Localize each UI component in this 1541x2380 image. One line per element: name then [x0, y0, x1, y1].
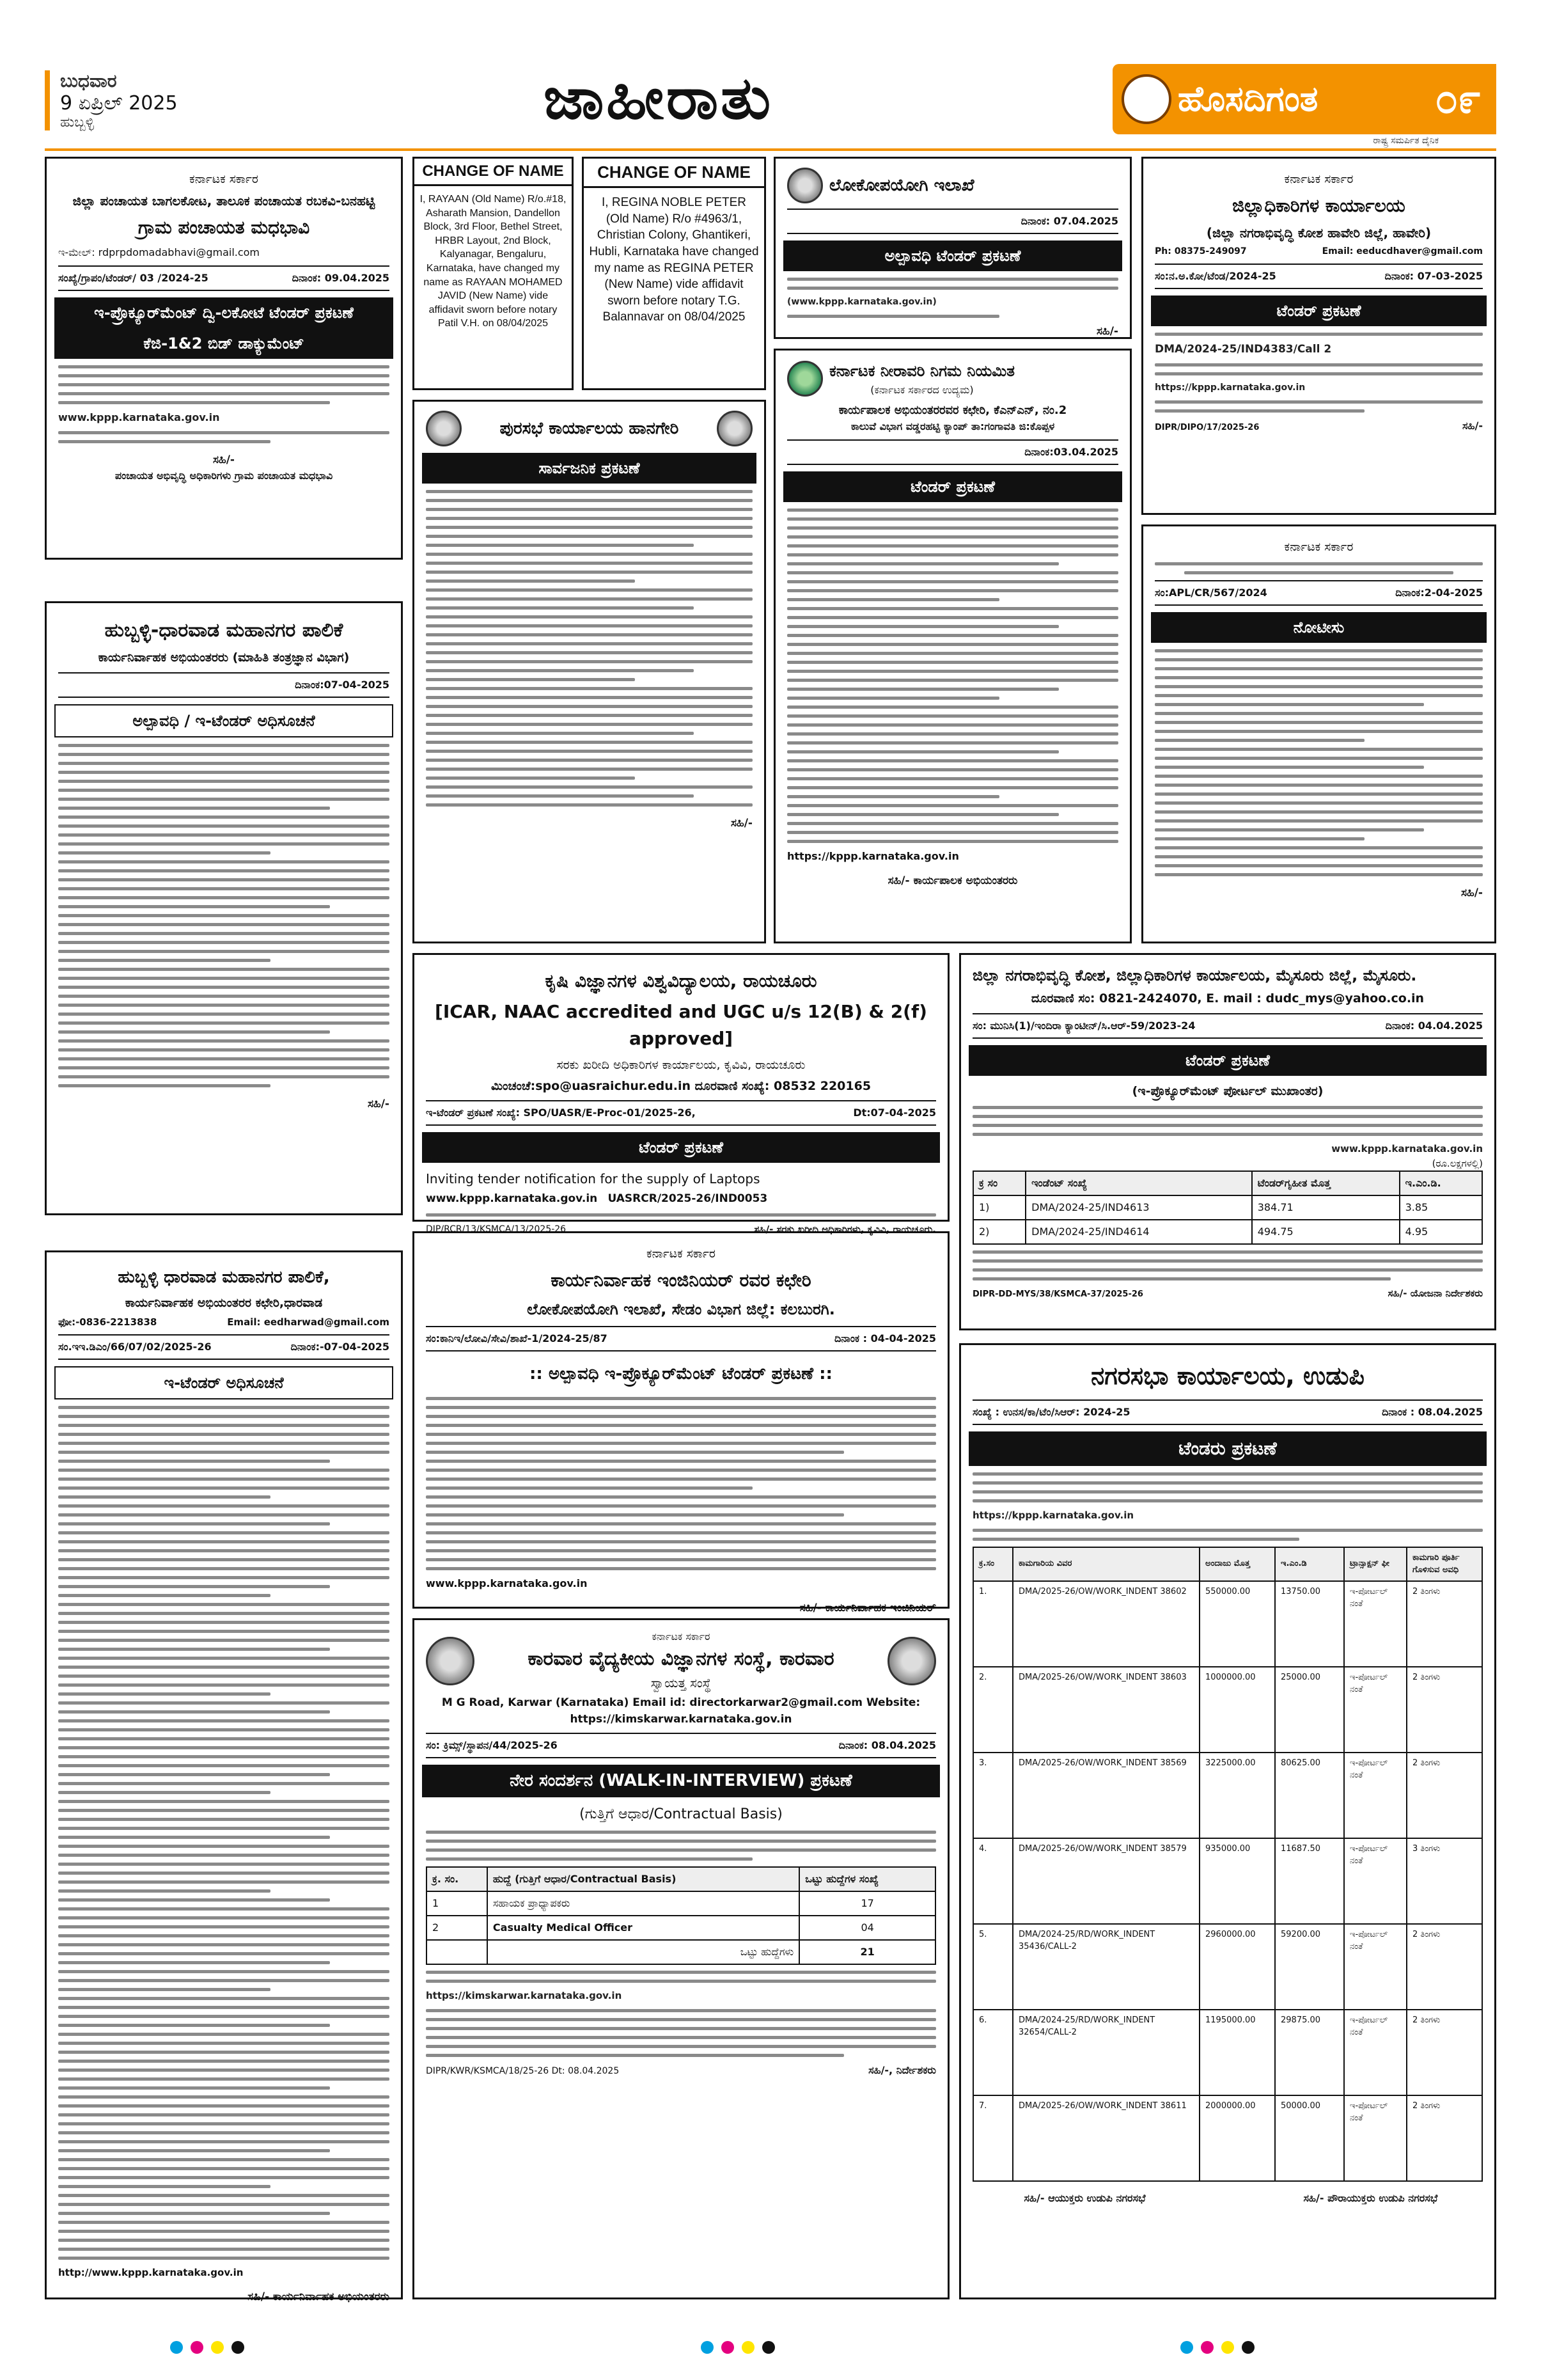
ad-body [787, 278, 1118, 318]
ad-sign: ಸಹಿ/- ಕಾರ್ಯಪಾಲಕ ಅಭಿಯಂತರರು [888, 874, 1018, 887]
govt-emblem-icon [787, 168, 823, 203]
table-cell: 3225000.00 [1200, 1753, 1275, 1838]
ad-title: ಹುಬ್ಬಳ್ಳಿ-ಧಾರವಾಡ ಮಹಾನಗರ ಪಾಲಿಕೆ [104, 619, 343, 642]
ad-ref-no: ಸಂಖ್ಯೆ : ಉನಸ/ಕಾ/ಟೆಂ/ಸಿಆರ್: 2024-25 [973, 1406, 1130, 1418]
ad-ref-no: ಸಂ:ಕಾನಿಇ/ಲೋವಿ/ಸೇವಿ/ಶಾಖೆ-1/2024-25/87 [426, 1332, 607, 1344]
table-header: ಕಾಮಗಾರಿ ಪೂರ್ತಿ ಗೊಳಿಸುವ ಅವಧಿ [1407, 1547, 1482, 1581]
sign-title: ಪಂಚಾಯತ ಅಭಿವೃದ್ಧಿ ಅಧಿಕಾರಿಗಳು ಗ್ರಾಮ ಪಂಚಾಯತ ಮಧಭಾವಿ [114, 469, 333, 482]
ad-body [973, 1472, 1483, 1541]
ad-body [1155, 649, 1483, 876]
ad-tender-id: UASRCR/2025-26/IND0053 [607, 1192, 768, 1205]
table-cell: 3.85 [1400, 1195, 1482, 1220]
brand-name: ಹೊಸದಿಗಂತ [1178, 79, 1318, 119]
ad-ref [787, 209, 1118, 234]
scheme-logo-icon [717, 411, 753, 446]
ad-body [58, 1406, 389, 2260]
ad-karwar-medical [412, 1618, 950, 2299]
table-row [973, 1667, 1482, 1753]
table-cell: 2 ತಿಂಗಳು [1407, 1581, 1482, 1667]
ad-pwd [774, 157, 1132, 339]
ad-sign: ಸಹಿ/- ಕಾರ್ಯನಿರ್ವಾಹಕ ಅಭಿಯಂತರರು [247, 2290, 389, 2303]
ad-sign: ಸಹಿ/- [368, 1097, 389, 1110]
table-cell: 1) [973, 1195, 1026, 1220]
table-cell: DMA/2024-25/RD/WORK_INDENT 35436/CALL-2 [1013, 1924, 1200, 2010]
ad-website[interactable]: https://kimskarwar.karnataka.gov.in [426, 1990, 622, 2001]
ad-gov-label: ಕರ್ನಾಟಕ ಸರ್ಕಾರ [646, 1247, 716, 1261]
page-number: ೦೯ [1435, 75, 1481, 123]
table-cell: 2 ತಿಂಗಳು [1407, 1924, 1482, 2010]
ad-band-sub: (ಗುತ್ತಿಗೆ ಆಧಾರ/Contractual Basis) [579, 1806, 783, 1822]
table-cell: 6. [973, 2010, 1013, 2095]
ad-email: ಇ-ಮೇಲ್: rdprpdomadabhavi@gmail.com [58, 246, 260, 258]
ad-ref-date: ದಿನಾಂಕ : 08.04.2025 [1382, 1406, 1483, 1418]
ad-ref-date: Dt:07-04-2025 [853, 1107, 936, 1119]
ad-title: ನಗರಸಭಾ ಕಾರ್ಯಾಲಯ, ಉಡುಪಿ [1091, 1362, 1365, 1390]
ad-band: ನೇರ ಸಂದರ್ಶನ (WALK-IN-INTERVIEW) ಪ್ರಕಟಣೆ [422, 1765, 940, 1797]
ad-ref-date: ದಿನಾಂಕ:2-04-2025 [1395, 586, 1483, 599]
table-cell: 50000.00 [1275, 2095, 1344, 2181]
ad-sign: ಸಹಿ/- [1097, 325, 1118, 338]
ad-tender-no: DMA/2024-25/IND4383/Call 2 [1155, 342, 1332, 356]
table-cell: ಇ-ಪೋರ್ಟಲ್ ನಂತೆ [1344, 2010, 1407, 2095]
ad-subtitle: ಕಾರ್ಯನಿರ್ವಾಹಕ ಅಭಿಯಂತರರ ಕಛೇರಿ,ಧಾರವಾಡ [125, 1296, 323, 1310]
ad-housing-board [1141, 524, 1496, 943]
total-value: 21 [799, 1940, 935, 1964]
ad-gp-madhabhavi [45, 157, 403, 560]
ad-body [787, 508, 1118, 843]
ad-band: ಟೆಂಡರ್ ಪ್ರಕಟಣೆ [1151, 296, 1487, 326]
ad-title: ಜಿಲ್ಲಾ ನಗರಾಭಿವೃದ್ಧಿ ಕೋಶ, ಜಿಲ್ಲಾಧಿಕಾರಿಗಳ ಕಾರ್ಯಾಲಯ, ಮೈಸೂರು ಜಿಲ್ಲೆ, ಮೈಸೂರು. [973, 966, 1417, 984]
table-cell: 550000.00 [1200, 1581, 1275, 1667]
ad-agri-university [412, 953, 950, 1235]
ad-website[interactable]: www.kppp.karnataka.gov.in [426, 1192, 598, 1205]
ad-contact: ದೂರವಾಣಿ ಸಂ: 0821-2424070, E. mail : dudc_mys@yahoo.co.in [1031, 991, 1425, 1005]
registration-dot-icon [742, 2341, 755, 2354]
registration-dot-icon [170, 2341, 183, 2354]
registration-dot-icon [1201, 2341, 1214, 2354]
ad-gov-label: ಕರ್ನಾಟಕ ಸರ್ಕಾರ [189, 172, 258, 186]
ad-ref-no: ಇ-ಟೆಂಡರ್ ಪ್ರಕಟಣೆ ಸಂಖ್ಯೆ: SPO/UASR/E-Proc-01/2025-26, [426, 1107, 696, 1119]
registration-dot-icon [211, 2341, 224, 2354]
ad-band: ನೋಟೀಸು [1151, 612, 1487, 643]
ad-band: ಇ-ಪ್ರೊಕ್ಯೂರ್‌ಮೆಂಟ್ ದ್ವಿ-ಲಕೋಟೆ ಟೆಂಡರ್ ಪ್ರಕಟಣೆ [54, 297, 393, 328]
ad-website[interactable]: https://kppp.karnataka.gov.in [973, 1509, 1134, 1521]
ad-band: ಟೆಂಡರ್ ಪ್ರಕಟಣೆ [783, 471, 1122, 502]
ad-contact: ಮಿಂಚಂಚೆ:spo@uasraichur.edu.in ದೂರವಾಣಿ ಸಂಖ್ಯೆ: 08532 220165 [490, 1078, 872, 1093]
table-header: ಕ್ರ.ಸಂ [973, 1547, 1013, 1581]
table-cell: Casualty Medical Officer [487, 1916, 799, 1940]
ad-subtitle: ಗ್ರಾಮ ಪಂಚಾಯತ ಮಧಭಾವಿ [137, 216, 310, 238]
ad-title: ಜಿಲ್ಲಾ ಪಂಚಾಯತ ಬಾಗಲಕೋಟ, ತಾಲೂಕ ಪಂಚಾಯತ ರಬಕವಿ-ಬನಹಟ್ಟಿ [72, 193, 375, 209]
ad-band: ಸಾರ್ವಜನಿಕ ಪ್ರಕಟಣೆ [422, 453, 756, 484]
ad-ref-no: ಸಂ:ನ.ಅ.ಕೋ/ಟೆಂಡ/2024-25 [1155, 269, 1276, 282]
table-total-row [426, 1940, 935, 1964]
ad-text: I, REGINA NOBLE PETER (Old Name) R/o #4963/1, Christian Colony, Ghantikeri, Hubli, Karnataka have changed my name as REGINA PETER (New Name) vide affidavit sworn before notary T.G. Balannavar on 08/04/2025 [589, 196, 759, 324]
ad-phone: Ph: 08375-249097 [1155, 246, 1247, 256]
table-cell: 2 [426, 1916, 487, 1940]
ad-band: ಅಲ್ಪಾವಧಿ ಟೆಂಡರ್ ಪ್ರಕಟಣೆ [783, 240, 1122, 271]
table-header: ಕಾಮಗಾರಿಯ ವಿವರ [1013, 1547, 1200, 1581]
ad-sign: ಸಹಿ/- [731, 817, 753, 830]
table-cell: 2 ತಿಂಗಳು [1407, 1753, 1482, 1838]
ad-body [58, 744, 389, 1087]
ad-text: I, RAYAAN (Old Name) R/o.#18, Asharath Mansion, Dandellon Block, 3rd Floor, Bethel Street, HRBR Layout, 2nd Block, Kalyanagar, Bengaluru, Karnataka, have changed my name as RAYAAN MOHAMED JAVID (New Name) vide affidavit sworn before notary Patil V.H. on 08/04/2025 [419, 194, 567, 329]
ad-ref-date: ದಿನಾಂಕ: 08.04.2025 [838, 1739, 936, 1751]
ad-ref [58, 265, 389, 291]
ad-ref-date: ದಿನಾಂಕ:03.04.2025 [1024, 446, 1118, 458]
table-cell: ಇ-ಪೋರ್ಟಲ್ ನಂತೆ [1344, 1753, 1407, 1838]
ad-ref-no: ಸಂಖ್ಯೆ/ಗ್ರಾಪಂ/ಟೆಂಡರ್/ 03 /2024-25 [58, 271, 208, 284]
ad-ref-date: ದಿನಾಂಕ: 04.04.2025 [1385, 1019, 1483, 1032]
table-header: ಕ್ರ. ಸಂ. [426, 1867, 487, 1891]
ad-sign: ಸಹಿ/- [1461, 886, 1483, 899]
table-cell: 3. [973, 1753, 1013, 1838]
registration-dot-icon [191, 2341, 203, 2354]
ad-footer: DIPR/DIPO/17/2025-26 [1155, 422, 1260, 432]
ad-subtitle: ಲೋಕೋಪಯೋಗಿ ಇಲಾಖೆ, ಸೇಡಂ ವಿಭಾಗ ಜಿಲ್ಲೆ: ಕಲಬುರಗಿ. [527, 1300, 835, 1318]
ad-title: ಲೋಕೋಪಯೋಗಿ ಇಲಾಖೆ [829, 175, 974, 195]
ad-band: ಅಲ್ಪಾವಧಿ / ಇ-ಟೆಂಡರ್ ಅಧಿಸೂಚನೆ [54, 704, 393, 737]
ad-subtitle: ಕಾರ್ಯನಿರ್ವಾಹಕ ಅಭಿಯಂತರರು (ಮಾಹಿತಿ ತಂತ್ರಜ್ಞಾನ ವಿಭಾಗ) [98, 650, 350, 665]
ad-sign-right: ಸಹಿ/- ಪೌರಾಯುಕ್ತರು ಉಡುಪಿ ನಗರಸಭೆ [1303, 2191, 1438, 2204]
ad-sign: ಸಹಿ/- [1462, 420, 1483, 432]
table-cell: 1195000.00 [1200, 2010, 1275, 2095]
ad-office-2: ಕಾಲುವೆ ವಿಭಾಗ ವಡ್ಡರಹಟ್ಟಿ ಕ್ಯಾಂಪ್ ತಾ:ಗಂಗಾವತಿ ಜಿ:ಕೊಪ್ಪಳ [850, 420, 1055, 432]
ad-ref-no: ಸಂ: ಕ್ರಿಮ್ಸ್/ಸ್ಥಾಪನ/44/2025-26 [426, 1739, 558, 1751]
ad-office: ಸರಕು ಖರೀದಿ ಅಧಿಕಾರಿಗಳ ಕಾರ್ಯಾಲಯ, ಕೃವಿವಿ, ರಾಯಚೂರು [556, 1058, 806, 1072]
table-cell: 935000.00 [1200, 1838, 1275, 1924]
table-cell: 2. [973, 1667, 1013, 1753]
ad-website[interactable]: https://kppp.karnataka.gov.in [787, 850, 959, 862]
table-row [426, 1891, 935, 1916]
table-cell: ಇ-ಪೋರ್ಟಲ್ ನಂತೆ [1344, 1838, 1407, 1924]
registration-dot-icon [762, 2341, 775, 2354]
table-cell: DMA/2024-25/RD/WORK_INDENT 32654/CALL-2 [1013, 2010, 1200, 2095]
date-label: 9 ಏಪ್ರಿಲ್ 2025 [60, 92, 178, 114]
ad-body [1155, 333, 1483, 413]
table-cell: 4.95 [1400, 1220, 1482, 1244]
ad-band: ಇ-ಟೆಂಡರ್ ಅಧಿಸೂಚನೆ [54, 1366, 393, 1399]
ad-website[interactable]: (www.kppp.karnataka.gov.in) [787, 297, 937, 307]
ad-body [973, 1106, 1483, 1156]
table-cell: DMA/2025-26/OW/WORK_INDENT 38569 [1013, 1753, 1200, 1838]
ad-website[interactable]: www.kppp.karnataka.gov.in [1331, 1143, 1483, 1155]
sign-name: ಸಹಿ/- [213, 453, 235, 466]
ad-website[interactable]: https://kppp.karnataka.gov.in [1155, 382, 1306, 393]
ad-band: ಟೆಂಡರು ಪ್ರಕಟಣೆ [969, 1431, 1487, 1466]
ad-website[interactable]: www.kppp.karnataka.gov.in [426, 1577, 588, 1589]
table-header: ಇಂಡೆಂಟ್ ಸಂಖ್ಯೆ [1026, 1171, 1252, 1195]
table-row [973, 1838, 1482, 1924]
ad-band: ಟೆಂಡರ್ ಪ್ರಕಟಣೆ [422, 1132, 940, 1163]
table-cell: 7. [973, 2095, 1013, 2181]
seal-icon [426, 411, 462, 446]
table-row [973, 2010, 1482, 2095]
table-cell: DMA/2025-26/OW/WORK_INDENT 38611 [1013, 2095, 1200, 2181]
table-cell: 2 ತಿಂಗಳು [1407, 2095, 1482, 2181]
table-row [973, 2095, 1482, 2181]
ad-ref-date: ದಿನಾಂಕ:-07-04-2025 [290, 1341, 389, 1353]
ad-ref [426, 1733, 936, 1758]
ad-ref [58, 1334, 389, 1360]
table-row [973, 1924, 1482, 2010]
ad-title: ಕಾರ್ಯನಿರ್ವಾಹಕ ಇಂಜಿನಿಯರ್ ರವರ ಕಛೇರಿ [551, 1269, 811, 1291]
ad-subtitle: (ಜಿಲ್ಲಾ ನಗರಾಭಿವೃದ್ಧಿ ಕೋಶ ಹಾವೇರಿ ಜಿಲ್ಲೆ, ಹಾವೇರಿ) [1206, 225, 1432, 240]
ad-change-of-name-2 [582, 157, 766, 390]
table-cell: DMA/2025-26/OW/WORK_INDENT 38579 [1013, 1838, 1200, 1924]
govt-emblem-icon [426, 1637, 474, 1685]
table-header: ಟ್ರಾನ್ಸಾಕ್ಷನ್ ಫೀ [1344, 1547, 1407, 1581]
table-header: ಒಟ್ಟು ಹುದ್ದೆಗಳ ಸಂಖ್ಯೆ [799, 1867, 935, 1891]
ad-title: ಕಾರವಾರ ವೈದ್ಯಕೀಯ ವಿಜ್ಞಾನಗಳ ಸಂಸ್ಥೆ, ಕಾರವಾರ [528, 1648, 834, 1670]
table-header-row [426, 1867, 935, 1891]
brand-tagline: ರಾಷ್ಟ್ರ ಸಮರ್ಪಿತ ದೈನಿಕ [1373, 136, 1439, 146]
table-row [973, 1753, 1482, 1838]
table-row [973, 1581, 1482, 1667]
ad-ref-no: ಸಂ: ಮುನಿಸಿ(1)/ಇಂದಿರಾ ಕ್ಯಾಂಟೀನ್/ಸಿ.ಆರ್-59/2023-24 [973, 1019, 1196, 1032]
ad-heading: CHANGE OF NAME [414, 159, 572, 186]
ad-band: :: ಅಲ್ಪಾವಧಿ ಇ-ಪ್ರೊಕ್ಯೂರ್‌ಮೆಂಟ್ ಟೆಂಡರ್ ಪ್ರಕಟಣೆ :: [422, 1358, 940, 1391]
ad-ref-date: ದಿನಾಂಕ:07-04-2025 [295, 678, 389, 691]
table-cell: 1. [973, 1581, 1013, 1667]
ad-ref-date: ದಿನಾಂಕ: 07.04.2025 [1021, 215, 1118, 227]
table-cell: 25000.00 [1275, 1667, 1344, 1753]
table-cell: 494.75 [1252, 1220, 1400, 1244]
table-row [973, 1220, 1482, 1244]
registration-dot-icon [1180, 2341, 1193, 2354]
ad-subtitle: (ಕರ್ನಾಟಕ ಸರ್ಕಾರದ ಉದ್ಯಮ) [870, 384, 974, 396]
table-cell: 2 ತಿಂಗಳು [1407, 1667, 1482, 1753]
ad-ref-date: ದಿನಾಂಕ: 07-03-2025 [1384, 269, 1483, 282]
table-header: ಅಂದಾಜು ಮೊತ್ತ [1200, 1547, 1275, 1581]
date-block [45, 70, 178, 130]
table-cell: 29875.00 [1275, 2010, 1344, 2095]
table-cell: 2960000.00 [1200, 1924, 1275, 2010]
ad-sign-left: ಸಹಿ/- ಆಯುಕ್ತರು ಉಡುಪಿ ನಗರಸಭೆ [1024, 2191, 1146, 2204]
table-header: ಟೆಂಡರ್‌ಗೃಹೀತ ಮೊತ್ತ [1252, 1171, 1400, 1195]
ad-body [426, 1831, 936, 1861]
ad-change-of-name-1 [412, 157, 574, 390]
table-cell: DMA/2024-25/IND4614 [1026, 1220, 1252, 1244]
ad-office: ಕಾರ್ಯಪಾಲಕ ಅಭಿಯಂತರರವರ ಕಛೇರಿ, ಕೆಎನ್‌ಎನ್, ನಂ.2 [838, 404, 1067, 417]
table-cell: 5. [973, 1924, 1013, 2010]
table-header-row [973, 1547, 1482, 1581]
registration-dot-icon [1221, 2341, 1234, 2354]
ad-pwd-kalaburagi [412, 1231, 950, 1614]
ad-ref-no: ಸಂ:APL/CR/567/2024 [1155, 586, 1267, 599]
ad-title: ಹುಬ್ಬಳ್ಳಿ ಧಾರವಾಡ ಮಹಾನಗರ ಪಾಲಿಕೆ, [118, 1268, 330, 1287]
works-table [973, 1547, 1483, 2182]
table-header: ಇ.ಎಂ.ಡಿ [1275, 1547, 1344, 1581]
ad-subtitle: ಸ್ವಾಯತ್ತ ಸಂಸ್ಥೆ [650, 1675, 712, 1690]
ad-band-sub: (ಇ-ಪ್ರೊಕ್ಯೂರ್‌ಮೆಂಟ್ ಪೋರ್ಟಲ್ ಮುಖಾಂತರ) [1132, 1084, 1324, 1098]
table-cell: 3 ತಿಂಗಳು [1407, 1838, 1482, 1924]
masthead [45, 64, 1496, 147]
ad-body [426, 1397, 936, 1570]
table-cell: 2 ತಿಂಗಳು [1407, 2010, 1482, 2095]
ad-phone: ಫೋ:-0836-2213838 [58, 1316, 157, 1328]
ad-hubli-corp-it [45, 601, 403, 1215]
ad-sign: ಸಹಿ/- ಯೋಜನಾ ನಿರ್ದೇಶಕರು [1388, 1288, 1483, 1299]
registration-dot-icon [231, 2341, 244, 2354]
ad-body-2 [426, 1971, 936, 2057]
ad-dist-collector-haveri [1141, 157, 1496, 515]
table-cell: DMA/2025-26/OW/WORK_INDENT 38603 [1013, 1667, 1200, 1753]
table-cell: 11687.50 [1275, 1838, 1344, 1924]
table-header-row [973, 1171, 1482, 1195]
ad-website[interactable]: www.kppp.karnataka.gov.in [58, 411, 220, 423]
ad-gov-label: ಕರ್ನಾಟಕ ಸರ್ಕಾರ [1284, 540, 1354, 554]
ad-ref-no: ಸಂ.ಇಇ.ಡಿಎಂ/66/07/02/2025-26 [58, 1341, 212, 1353]
ad-footer: DIP/RCR/13/KSMCA/13/2025-26 [426, 1224, 567, 1234]
table-cell: 1000000.00 [1200, 1667, 1275, 1753]
brand-emblem-icon [1122, 74, 1171, 124]
registration-dot-icon [701, 2341, 714, 2354]
section-title: ಜಾಹೀರಾತು [544, 64, 774, 132]
ad-ref [426, 1100, 936, 1126]
institute-logo-icon [888, 1637, 936, 1685]
ad-footer: DIPR-DD-MYS/38/KSMCA-37/2025-26 [973, 1289, 1143, 1299]
ad-gov-label: ಕರ್ನಾಟಕ ಸರ್ಕಾರ [652, 1630, 710, 1643]
ad-body [58, 365, 389, 443]
ad-body [426, 490, 753, 807]
ad-ref [426, 1326, 936, 1352]
ad-footer: DIPR/KWR/KSMCA/18/25-26 Dt: 08.04.2025 [426, 2065, 620, 2076]
ad-gov-label: ಕರ್ನಾಟಕ ಸರ್ಕಾರ [1284, 172, 1354, 186]
ad-address: M G Road, Karwar (Karnataka) Email id: directorkarwar2@gmail.com Website: https://kimskarwar.karnataka.gov.in [441, 1696, 921, 1726]
posts-table [426, 1866, 936, 1965]
ad-ref [787, 439, 1118, 465]
ad-band: ಟೆಂಡರ್ ಪ್ರಕಟಣೆ [969, 1045, 1487, 1076]
ad-band-2: ಕೆಜಿ-1&2 ಬಿಡ್ ಡಾಕ್ಯುಮೆಂಟ್ [54, 328, 393, 359]
table-row [973, 1195, 1482, 1220]
ad-title: ಕೃಷಿ ವಿಜ್ಞಾನಗಳ ವಿಶ್ವವಿದ್ಯಾಲಯ, ರಾಯಚೂರು [545, 970, 817, 991]
table-cell: 17 [799, 1891, 935, 1916]
total-label: ಒಟ್ಟು ಹುದ್ದೆಗಳು [487, 1940, 799, 1964]
ad-udupi [959, 1343, 1496, 2299]
city-label: ಹುಬ್ಬಳ್ಳಿ [60, 114, 95, 130]
ad-website[interactable]: http://www.kppp.karnataka.gov.in [58, 2267, 244, 2278]
day-label: ಬುಧವಾರ [60, 70, 117, 91]
ad-ref [1155, 264, 1483, 289]
indent-table [973, 1170, 1483, 1245]
ad-ref [1155, 580, 1483, 606]
table-cell: ಇ-ಪೋರ್ಟಲ್ ನಂತೆ [1344, 2095, 1407, 2181]
registration-dot-icon [1242, 2341, 1255, 2354]
table-cell: 59200.00 [1275, 1924, 1344, 2010]
units-label: (ರೂ.ಲಕ್ಷಗಳಲ್ಲಿ) [1432, 1157, 1483, 1169]
brand-logo [1113, 64, 1496, 134]
ad-title: ಪುರಸಭೆ ಕಾರ್ಯಾಲಯ ಹಾನಗೇರಿ [499, 418, 679, 438]
ad-body-2 [973, 1250, 1483, 1281]
ad-hubli-corp-dharwad [45, 1250, 403, 2303]
ad-mysuru [959, 953, 1496, 1330]
table-cell: ಇ-ಪೋರ್ಟಲ್ ನಂತೆ [1344, 1924, 1407, 2010]
table-cell: DMA/2024-25/IND4613 [1026, 1195, 1252, 1220]
ad-sign: ಸಹಿ/- ಸರಕು ಖರೀದಿ ಅಧಿಕಾರಿಗಳು, ಕೃವಿವಿ, ರಾಯಚೂರು. [754, 1223, 936, 1235]
table-cell: 1 [426, 1891, 487, 1916]
table-cell: 4. [973, 1838, 1013, 1924]
ad-ref [58, 672, 389, 698]
ad-ref-date: ದಿನಾಂಕ : 04-04-2025 [834, 1332, 936, 1344]
table-cell: DMA/2025-26/OW/WORK_INDENT 38602 [1013, 1581, 1200, 1667]
table-cell: 2000000.00 [1200, 2095, 1275, 2181]
table-cell: ಸಹಾಯಕ ಪ್ರಾಧ್ಯಾಪಕರು [487, 1891, 799, 1916]
ad-ref [973, 1013, 1483, 1039]
table-cell: 04 [799, 1916, 935, 1940]
ad-ref-date: ದಿನಾಂಕ: 09.04.2025 [292, 271, 389, 284]
print-marks [0, 2341, 1541, 2367]
ad-title: ಕರ್ನಾಟಕ ನೀರಾವರಿ ನಿಗಮ ನಿಯಮಿತ [829, 362, 1015, 380]
ad-ref [973, 1399, 1483, 1425]
table-cell: 80625.00 [1275, 1753, 1344, 1838]
registration-dot-icon [721, 2341, 734, 2354]
ad-sign: ಸಹಿ/-, ನಿರ್ದೇಶಕರು [868, 2063, 936, 2076]
ad-contact [1155, 245, 1483, 258]
ad-heading: CHANGE OF NAME [584, 159, 764, 188]
table-header: ಇ.ಎಂ.ಡಿ. [1400, 1171, 1482, 1195]
table-cell: ಇ-ಪೋರ್ಟಲ್ ನಂತೆ [1344, 1581, 1407, 1667]
table-header: ಕ್ರ ಸಂ [973, 1171, 1026, 1195]
table-row [426, 1916, 935, 1940]
ad-email: Email: eedharwad@gmail.com [227, 1316, 389, 1328]
header-rule [45, 148, 1496, 151]
table-cell: 2) [973, 1220, 1026, 1244]
ad-body-en: Inviting tender notification for the supply of Laptops [426, 1171, 760, 1186]
ad-kns-koppala [774, 349, 1132, 943]
table-cell: 13750.00 [1275, 1581, 1344, 1667]
table-cell: 384.71 [1252, 1195, 1400, 1220]
ad-email: Email: eeducdhaver@gmail.com [1322, 246, 1483, 256]
table-header: ಹುದ್ದೆ (ಗುತ್ತಿಗೆ ಆಧಾರ/Contractual Basis) [487, 1867, 799, 1891]
ad-contact [58, 1315, 389, 1330]
kns-logo-icon [787, 361, 823, 397]
ad-subtitle: [ICAR, NAAC accredited and UGC u/s 12(B) & 2(f) approved] [435, 1001, 927, 1049]
ad-sign: ಸಹಿ/- ಕಾರ್ಯನಿರ್ವಾಹಕ ಇಂಜಿನಿಯರ್ [799, 1601, 936, 1614]
ad-puraba-haveri [412, 400, 766, 943]
table-cell: ಇ-ಪೋರ್ಟಲ್ ನಂತೆ [1344, 1667, 1407, 1753]
ad-sign [58, 452, 389, 484]
ad-title: ಜಿಲ್ಲಾಧಿಕಾರಿಗಳ ಕಾರ್ಯಾಲಯ [1232, 194, 1405, 216]
